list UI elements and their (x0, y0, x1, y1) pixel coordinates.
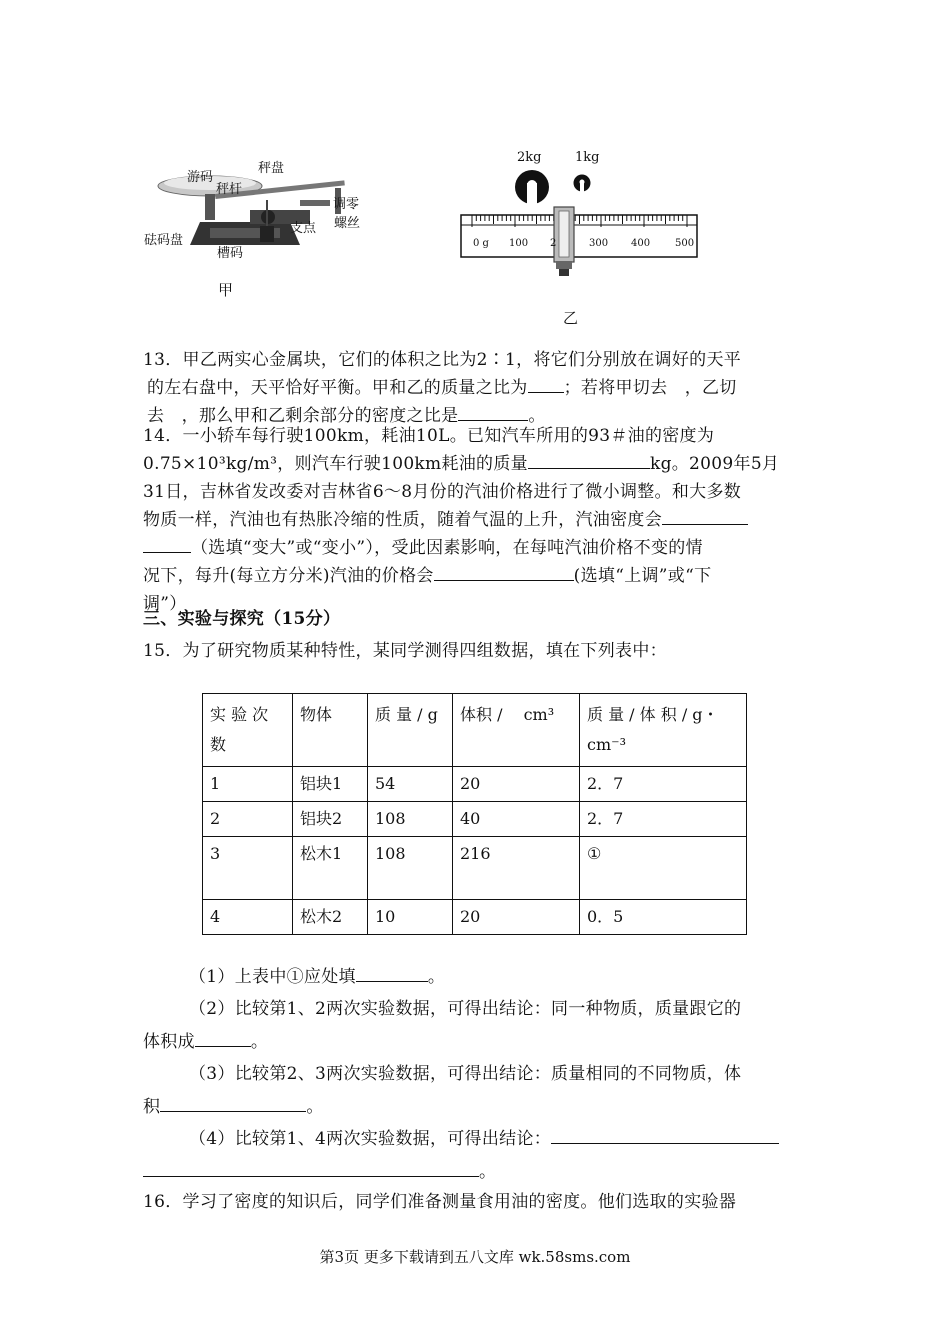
table-header-row (203, 694, 747, 767)
label-zhidian: 支点 (290, 221, 317, 236)
slot-weight-1kg-icon (573, 174, 591, 192)
figure-yi-caption: 乙 (563, 309, 579, 327)
label-tiaoling: 调零 (333, 197, 360, 212)
figure-jia-caption: 甲 (218, 281, 234, 299)
data-table (202, 693, 747, 935)
table-row: 3 松木1 108 216 ① (203, 837, 747, 900)
q15-sub4: （4）比较第1、4两次实验数据，可得出结论： 。 (143, 1125, 823, 1186)
q14-line6: 况下，每升(每立方分米)汽油的价格会 (选填“上调”或“下 (143, 562, 808, 590)
scale-label-100: 100 (509, 238, 529, 249)
label-youma: 游码 (187, 170, 214, 185)
weight-2kg-label: 2kg (517, 150, 542, 165)
label-chenggan: 秤杆 (216, 182, 243, 197)
q15-blank-4b[interactable] (143, 1158, 479, 1177)
table-header-cell: 物体 (293, 694, 368, 767)
answer-cell-1[interactable]: ① (580, 837, 747, 900)
table-header-cell: 质 量 / 体 积 / g・cm⁻³ (580, 694, 747, 767)
q14-blank-price[interactable] (434, 562, 574, 581)
q14-line5: （选填“变大”或“变小”），受此因素影响，在每吨汽油价格不变的情 (143, 534, 808, 562)
q15-blank-3[interactable] (160, 1093, 306, 1112)
table-header-cell: 实 验 次 数 (203, 694, 293, 767)
q15-sub1: （1）上表中①应处填 。 (143, 963, 809, 991)
q13-blank-density[interactable] (458, 402, 528, 421)
q15-sub3: （3）比较第2、3两次实验数据，可得出结论：质量相同的不同物质，体 积 。 (143, 1064, 742, 1117)
label-chengpan: 秤盘 (258, 161, 285, 176)
section-3-title: 三、实验与探究（15分） (143, 609, 341, 629)
q13-line1: 13．甲乙两实心金属块，它们的体积之比为2∶1，将它们分别放在调好的天平 (143, 350, 742, 370)
q13-blank-ratio[interactable] (528, 374, 564, 393)
ruler-scale-labels (460, 238, 700, 254)
question-14 (143, 422, 808, 618)
label-luosi: 螺丝 (334, 216, 361, 231)
q14-blank-density-a[interactable] (662, 506, 748, 525)
q15-blank-1[interactable] (356, 963, 428, 982)
table-header-cell: 体积 / cm³ (453, 694, 580, 767)
label-famapan: 砝码盘 (144, 233, 184, 248)
q14-line1: 14．一小轿车每行驶100km，耗油10L。已知汽车所用的93＃油的密度为 (143, 426, 715, 446)
q15-intro: 15．为了研究物质某种特性，某同学测得四组数据，填在下列表中： (143, 641, 667, 661)
q15-sub2: （2）比较第1、2两次实验数据，可得出结论：同一种物质，质量跟它的 体积成 。 (143, 999, 742, 1052)
q14-blank-mass[interactable] (528, 450, 650, 469)
table-row: 2 铝块2 108 40 2．7 (203, 802, 747, 837)
q15-blank-4a[interactable] (551, 1125, 779, 1144)
q13-line2: 的左右盘中，天平恰好平衡。甲和乙的质量之比为 ；若将甲切去 ，乙切 (143, 374, 808, 402)
q14-line2: 0.75×10³kg/m³，则汽车行驶100km耗油的质量 kg。2009年5月 (143, 450, 808, 478)
scale-label-400: 400 (631, 238, 651, 249)
q15-blank-2[interactable] (195, 1028, 251, 1047)
question-16: 16．学习了密度的知识后，同学们准备测量食用油的密度。他们选取的实验器 (143, 1192, 737, 1212)
q14-line4: 物质一样，汽油也有热胀冷缩的性质，随着气温的上升，汽油密度会 (143, 506, 808, 534)
table-row: 1 铝块1 54 20 2．7 (203, 767, 747, 802)
question-13 (143, 346, 808, 430)
q14-line7: 调”） (143, 594, 187, 614)
q13-line3: 去 ，那么甲和乙剩余部分的密度之比是 。 (143, 402, 808, 430)
table-row: 4 松木2 10 20 0．5 (203, 900, 747, 935)
label-gouma: 槽码 (217, 246, 244, 261)
slot-weight-2kg-icon (514, 169, 550, 205)
scale-label-300: 300 (589, 238, 609, 249)
weight-1kg-label: 1kg (575, 150, 600, 165)
table-header-cell: 质 量 / g (368, 694, 453, 767)
scale-label-200: 2 (550, 238, 557, 249)
scale-label-0: 0 g (473, 238, 489, 249)
scale-label-500: 500 (675, 238, 695, 249)
q14-line3: 31日，吉林省发改委对吉林省6～8月份的汽油价格进行了微小调整。和大多数 (143, 482, 742, 502)
q14-blank-density-b[interactable] (143, 534, 191, 553)
page-footer: 第3页 更多下载请到五八文库 wk.58sms.com (319, 1248, 631, 1266)
